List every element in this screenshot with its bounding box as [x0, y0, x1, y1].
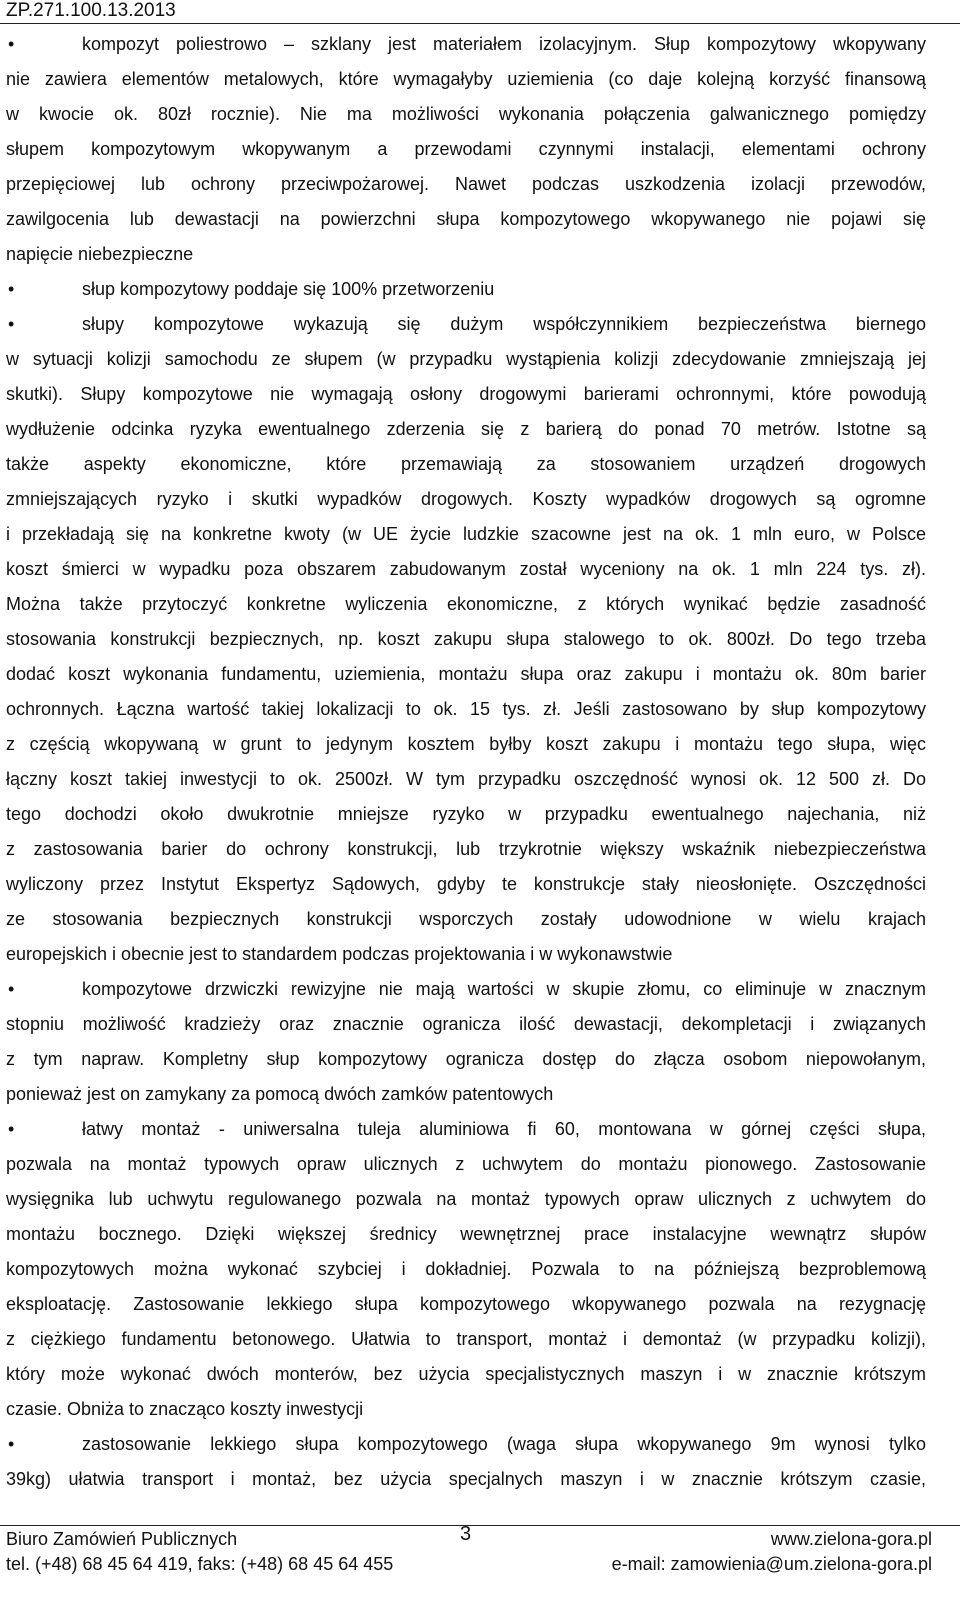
- text-line: ochronnych. Łączna wartość takiej lokalizacji to ok. 15 tys. zł. Jeśli zastosowano by słup kompozytowy: [6, 699, 926, 719]
- text-line: zmniejszających ryzyko i skutki wypadków drogowych. Koszty wypadków drogowych są ogromne: [6, 489, 926, 509]
- text-line: Można także przytoczyć konkretne wyliczenia ekonomiczne, z których wynikać będzie zasadność: [6, 594, 926, 614]
- text-line: z tym napraw. Kompletny słup kompozytowy ogranicza dostęp do złącza osobom niepowołanym,: [6, 1049, 926, 1069]
- bullet-item: [6, 1112, 926, 1427]
- text-line: europejskich i obecnie jest to standardem podczas projektowania i w wykonawstwie: [6, 944, 673, 964]
- text-line: zawilgocenia lub dewastacji na powierzchni słupa kompozytowego wkopywanego nie pojawi się: [6, 209, 926, 229]
- bullet-item: [6, 1427, 926, 1497]
- text-line: kompozytowe drzwiczki rewizyjne nie mają wartości w skupie złomu, co eliminuje w znacznym: [82, 979, 926, 999]
- footer-phone: tel. (+48) 68 45 64 419, faks: (+48) 68 45 64 455: [6, 1554, 394, 1574]
- footer-office: Biuro Zamówień Publicznych: [6, 1529, 238, 1549]
- text-line: napięcie niebezpieczne: [6, 244, 194, 264]
- text-line: z zastosowania barier do ochrony konstrukcji, lub trzykrotnie większy wskaźnik niebezpieczeństwa: [6, 839, 926, 859]
- text-line: montażu bocznego. Dzięki większej średnicy wewnętrznej prace instalacyjne wewnątrz słupów: [6, 1224, 926, 1244]
- bullet-marker: •: [8, 314, 15, 334]
- text-line: ze stosowania bezpiecznych konstrukcji wsporczych zostały udowodnione w wielu krajach: [6, 909, 926, 929]
- text-line: łatwy montaż - uniwersalna tuleja aluminiowa fi 60, montowana w górnej części słupa,: [82, 1119, 926, 1139]
- text-line: przepięciowej lub ochrony przeciwpożarowej. Nawet podczas uszkodzenia izolacji przewodów,: [6, 174, 926, 194]
- text-line: w kwocie ok. 80zł rocznie). Nie ma możliwości wykonania połączenia galwanicznego pomiędzy: [6, 104, 926, 124]
- text-line: dodać koszt wykonania fundamentu, uziemienia, montażu słupa oraz zakupu i montażu ok. 80m barier: [6, 664, 926, 684]
- text-line: i przekładają się na konkretne kwoty (w UE życie ludzkie szacowne jest na ok. 1 mln euro, w Polsce: [6, 524, 926, 544]
- text-line: tego dochodzi około dwukrotnie mniejsze ryzyko w przypadku ewentualnego najechania, niż: [6, 804, 926, 824]
- bullet-marker: •: [8, 279, 15, 299]
- text-line: stopniu możliwość kradzieży oraz znacznie ogranicza ilość dewastacji, dekompletacji i związanych: [6, 1014, 926, 1034]
- text-line: wydłużenie odcinka ryzyka ewentualnego zderzenia się z barierą do ponad 70 metrów. Istotne są: [6, 419, 926, 439]
- bullet-marker: •: [8, 979, 15, 999]
- bullet-item: [6, 272, 926, 307]
- page-header: [0, 0, 960, 24]
- text-line: 39kg) ułatwia transport i montaż, bez użycia specjalnych maszyn i w znacznie krótszym czasie,: [6, 1469, 926, 1489]
- text-line: pozwala na montaż typowych opraw ulicznych z uchwytem do montażu pionowego. Zastosowanie: [6, 1154, 926, 1174]
- text-line: stosowania konstrukcji bezpiecznych, np. koszt zakupu słupa stalowego to ok. 800zł. Do tego trzeba: [6, 629, 926, 649]
- text-line: eksploatację. Zastosowanie lekkiego słupa kompozytowego wkopywanego pozwala na rezygnację: [6, 1294, 926, 1314]
- bullet-item: [6, 972, 926, 1112]
- text-line: słup kompozytowy poddaje się 100% przetworzeniu: [82, 279, 495, 299]
- bullet-item: [6, 27, 926, 272]
- text-line: łączny koszt takiej inwestycji to ok. 2500zł. W tym przypadku oszczędność wynosi ok. 12 500 zł. Do: [6, 769, 926, 789]
- bullet-item: [6, 307, 926, 972]
- bullet-marker: •: [8, 1119, 15, 1139]
- text-line: zastosowanie lekkiego słupa kompozytowego (waga słupa wkopywanego 9m wynosi tylko: [82, 1434, 926, 1454]
- text-line: z ciężkiego fundamentu betonowego. Ułatwia to transport, montaż i demontaż (w przypadku kolizji),: [6, 1329, 926, 1349]
- text-line: w sytuacji kolizji samochodu ze słupem (w przypadku wystąpienia kolizji zdecydowanie zmniejszają jej: [6, 349, 926, 369]
- text-line: kompozytowych można wykonać szybciej i dokładniej. Pozwala to na późniejszą bezproblemową: [6, 1259, 926, 1279]
- text-line: ponieważ jest on zamykany za pomocą dwóch zamków patentowych: [6, 1084, 554, 1104]
- text-line: kompozyt poliestrowo – szklany jest materiałem izolacyjnym. Słup kompozytowy wkopywany: [82, 34, 926, 54]
- text-line: z częścią wkopywaną w grunt to jedynym kosztem byłby koszt zakupu i montażu tego słupa, więc: [6, 734, 926, 754]
- text-line: słupem kompozytowym wkopywanym a przewodami czynnymi instalacji, elementami ochrony: [6, 139, 926, 159]
- document-code: ZP.271.100.13.2013: [6, 0, 176, 21]
- bullet-marker: •: [8, 34, 15, 54]
- text-line: skutki). Słupy kompozytowe nie wymagają osłony drogowymi barierami ochronnymi, które powodują: [6, 384, 926, 404]
- text-line: czasie. Obniża to znacząco koszty inwestycji: [6, 1399, 364, 1419]
- header-rule: [0, 23, 960, 24]
- footer-email: e-mail: zamowienia@um.zielona-gora.pl: [611, 1554, 932, 1574]
- bullet-marker: •: [8, 1434, 15, 1454]
- text-line: wyliczony przez Instytut Ekspertyz Sądowych, gdyby te konstrukcje stały nieosłonięte. Oszczędności: [6, 874, 926, 894]
- text-line: nie zawiera elementów metalowych, które wymagałyby uziemienia (co daje kolejną korzyść finansową: [6, 69, 926, 89]
- page-number: 3: [460, 1523, 472, 1545]
- text-line: także aspekty ekonomiczne, które przemawiają za stosowaniem urządzeń drogowych: [6, 454, 926, 474]
- text-line: wysięgnika lub uchwytu regulowanego pozwala na montaż typowych opraw ulicznych z uchwytem do: [6, 1189, 926, 1209]
- footer-website: www.zielona-gora.pl: [770, 1529, 932, 1549]
- document-body: [6, 27, 926, 1497]
- text-line: słupy kompozytowe wykazują się dużym współczynnikiem bezpieczeństwa biernego: [82, 314, 926, 334]
- page-footer: [0, 1521, 960, 1604]
- text-line: który może wykonać dwóch monterów, bez użycia specjalistycznych maszyn i w znacznie krótszym: [6, 1364, 926, 1384]
- footer-rule: [0, 1525, 960, 1526]
- text-line: koszt śmierci w wypadku poza obszarem zabudowanym został wyceniony na ok. 1 mln 224 tys. zł).: [6, 559, 926, 579]
